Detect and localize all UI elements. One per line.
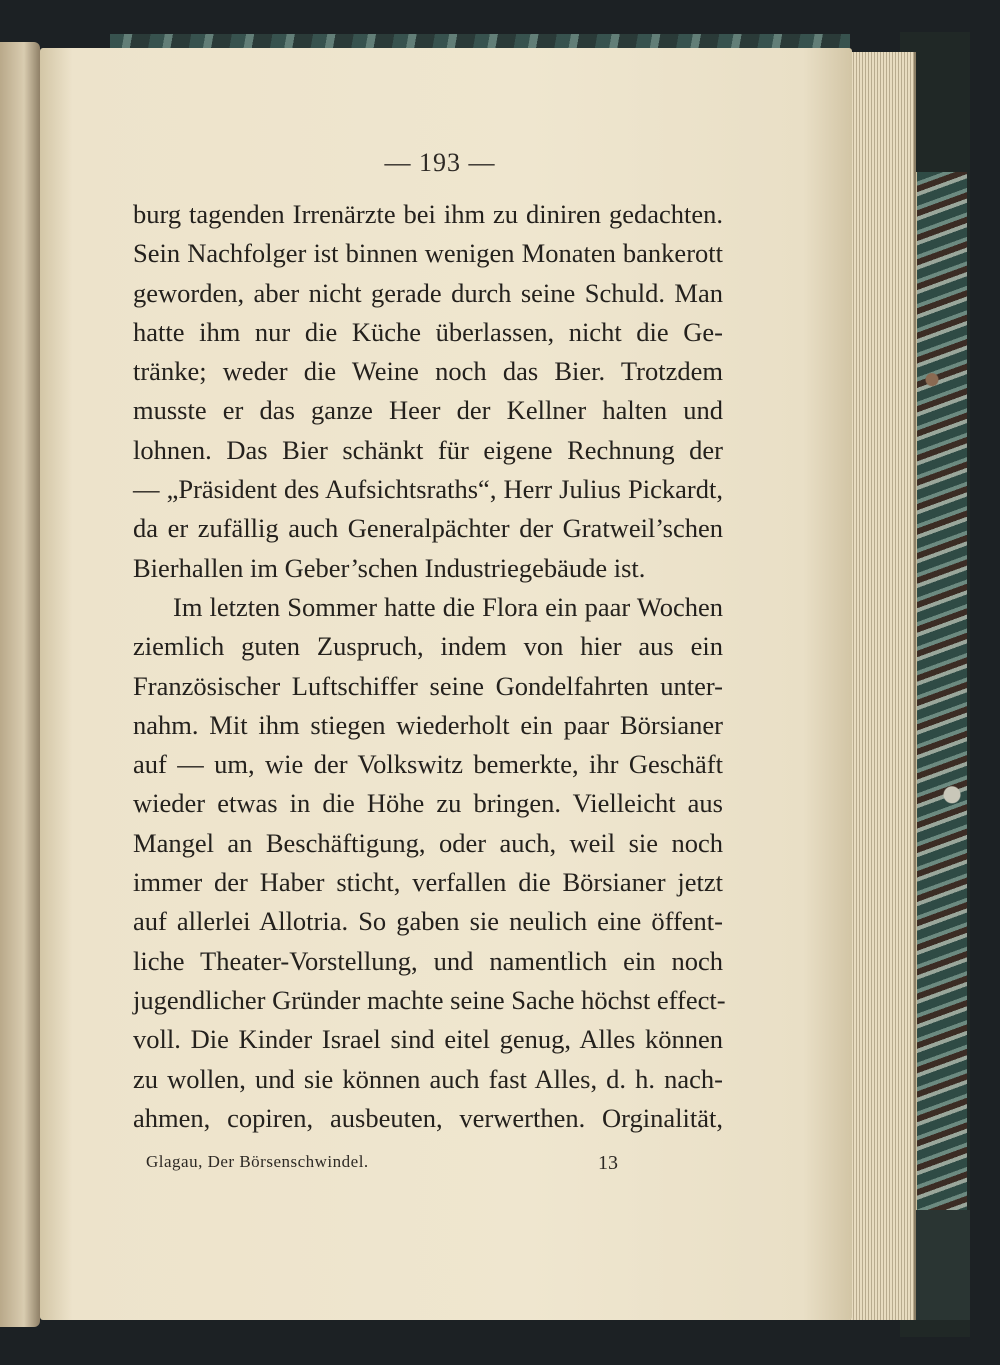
text-line: zu wollen, und sie können auch fast Alles, d. h. nach-: [133, 1063, 723, 1094]
text-line: wieder etwas in die Höhe zu bringen. Vielleicht aus: [133, 788, 723, 819]
page-stack-edge: [848, 52, 916, 1320]
text-line: — „Präsident des Aufsichtsraths“, Herr Julius Pickardt,: [133, 474, 723, 505]
text-line: burg tagenden Irrenärzte bei ihm zu diniren gedachten.: [133, 199, 723, 229]
text-line: jugendlicher Gründer machte seine Sache höchst effect-: [133, 984, 726, 1015]
text-line: Im letzten Sommer hatte die Flora ein paar Wochen: [173, 591, 723, 622]
text-line: Mangel an Beschäftigung, oder auch, weil sie noch: [133, 827, 723, 858]
text-line: auf — um, wie der Volkswitz bemerkte, ihr Geschäft: [133, 749, 723, 780]
cover-corner: [912, 1210, 970, 1320]
body-text: [133, 195, 726, 1138]
text-line: Französischer Luftschiffer seine Gondelfahrten unter-: [133, 670, 723, 701]
footer-signature-number: 13: [598, 1152, 618, 1174]
text-line: nahm. Mit ihm stiegen wiederholt ein paar Börsianer: [133, 709, 723, 740]
marbled-endpaper: [914, 172, 967, 1210]
text-line: geworden, aber nicht gerade durch seine Schuld. Man: [133, 277, 723, 308]
text-line: hatte ihm nur die Küche überlassen, nicht die Ge-: [133, 316, 723, 347]
text-line: tränke; weder die Weine noch das Bier. Trotzdem: [133, 356, 723, 387]
text-line: voll. Die Kinder Israel sind eitel genug, Alles können: [133, 1024, 723, 1055]
text-line: auf allerlei Allotria. So gaben sie neulich eine öffent-: [133, 906, 723, 937]
left-page-edge: [0, 42, 40, 1327]
text-line: Bierhallen im Geber’schen Industriegebäude ist.: [133, 552, 646, 583]
footer-signature: Glagau, Der Börsenschwindel.: [146, 1152, 369, 1171]
page-number-header: — 193 —: [384, 148, 496, 177]
text-line: musste er das ganze Heer der Kellner halten und: [133, 395, 723, 426]
text-line: liche Theater-Vorstellung, und namentlich ein noch: [133, 945, 723, 976]
text-line: ziemlich guten Zuspruch, indem von hier aus ein: [133, 631, 723, 662]
text-line: da er zufällig auch Generalpächter der Gratweil’schen: [133, 513, 723, 544]
text-line: lohnen. Das Bier schänkt für eigene Rechnung der: [133, 434, 723, 465]
text-line: ahmen, copiren, ausbeuten, verwerthen. Orginalität,: [133, 1102, 723, 1133]
text-line: immer der Haber sticht, verfallen die Börsianer jetzt: [133, 867, 723, 898]
text-line: Sein Nachfolger ist binnen wenigen Monaten bankerott: [133, 238, 723, 269]
